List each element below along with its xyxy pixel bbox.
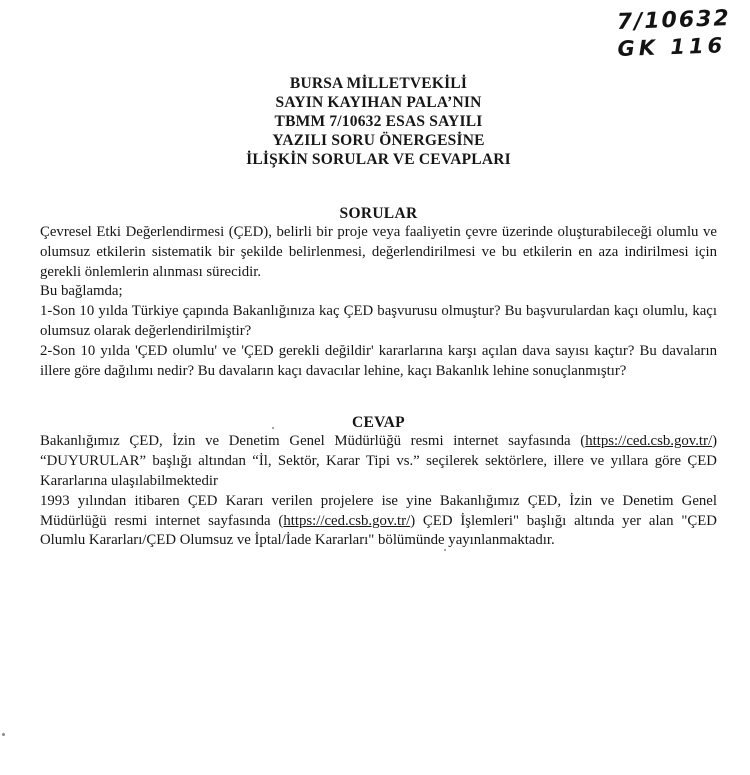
sorular-section-heading: SORULAR bbox=[339, 205, 418, 222]
scan-artifact-speck bbox=[2, 733, 5, 736]
context-line: Bu bağlamda; bbox=[40, 283, 123, 300]
scan-artifact-speck bbox=[272, 427, 274, 429]
ced-website-link[interactable]: https://ced.csb.gov.tr/ bbox=[585, 433, 713, 450]
answer-1-paragraph bbox=[40, 432, 717, 491]
handwritten-case-number: 7/10632 bbox=[616, 6, 732, 35]
ced-definition-paragraph: Çevresel Etki Değerlendirmesi (ÇED), belirli bir proje veya faaliyetin çevre üzerinde oluşturabileceği olumlu ve olumsuz etkilerin sistematik bir şekilde belirlenmesi, değerlendirilmesi ve bu etkilerin en aza indirilmesi için gerekli önlemlerin alınması sürecidir. bbox=[40, 224, 717, 280]
scan-artifact-speck bbox=[444, 549, 446, 551]
answer-2-paragraph bbox=[40, 492, 717, 551]
answer-2-text-after-link: ) ÇED İşlemleri" başlığı altında yer alan "ÇED Olumlu Kararları/ÇED Olumsuz ve İptal/İade Kararları" bölümünde yayınlanmaktadır. bbox=[40, 512, 717, 549]
document-content bbox=[40, 0, 717, 551]
title-line-5: İLİŞKİN SORULAR VE CEVAPLARI bbox=[246, 151, 511, 168]
ced-website-link-2[interactable]: https://ced.csb.gov.tr/ bbox=[283, 512, 411, 529]
cevap-section-heading: CEVAP bbox=[352, 414, 405, 432]
question-2-paragraph: 2-Son 10 yılda 'ÇED olumlu' ve 'ÇED gerekli değildir' kararlarına karşı açılan dava sayısı kaçtır? Bu davaların illere göre dağılımı nedir? Bu davaların kaçı davacılar lehine, kaçı Bakanlık lehine sonuçlanmıştır? bbox=[40, 342, 717, 379]
question-1-paragraph: 1-Son 10 yılda Türkiye çapında Bakanlığınıza kaç ÇED başvurusu olmuştur? Bu başvurulardan kaçı olumlu, kaçı olumsuz olarak değerlendirilmiştir? bbox=[40, 303, 717, 339]
title-line-1: BURSA MİLLETVEKİLİ bbox=[289, 75, 468, 92]
title-line-2: SAYIN KAYIHAN PALA’NIN bbox=[275, 94, 482, 111]
title-line-4: YAZILI SORU ÖNERGESİNE bbox=[272, 132, 485, 149]
handwritten-code: GK 116 bbox=[617, 33, 727, 61]
answer-1-text-after-link: ) “DUYURULAR” başlığı altından “İl, Sektör, Karar Tipi vs.” seçilerek sektörlere, illere ve yıllara göre ÇED Kararlarına ulaşılabilmektedir bbox=[40, 433, 717, 489]
answer-2-text-before-link: 1993 yılından itibaren ÇED Kararı verilen projelere ise yine Bakanlığımız ÇED, İzin ve Denetim Genel Müdürlüğü resmi internet sayfasında ( bbox=[40, 492, 717, 529]
document-title bbox=[40, 74, 717, 169]
answer-1-text-before-link: Bakanlığımız ÇED, İzin ve Denetim Genel Müdürlüğü resmi internet sayfasında ( bbox=[40, 433, 586, 450]
title-line-3: TBMM 7/10632 ESAS SAYILI bbox=[274, 113, 483, 130]
